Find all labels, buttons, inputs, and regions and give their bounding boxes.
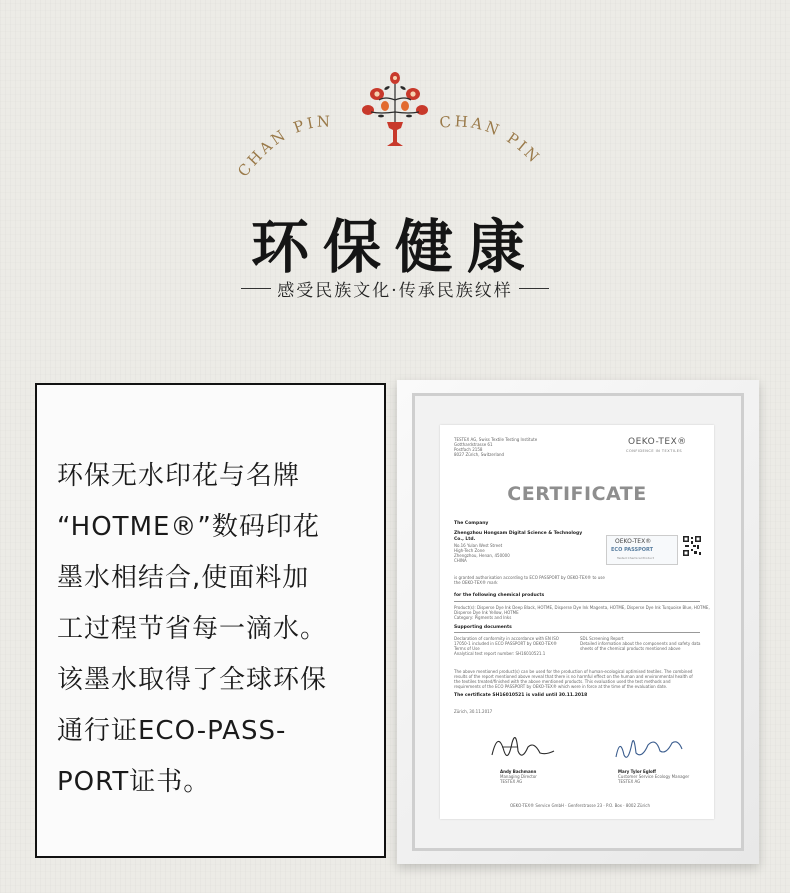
supporting-left: 17050-1 included in ECO PASSPORT by OEKO-TEX® [454, 641, 557, 646]
granted-text: the OEKO-TEX® mark [454, 580, 498, 585]
validity-statement: The certificate SH16010521 is valid until 30.11.2018 [454, 693, 588, 698]
description-line: “HOTME®”数码印花 [57, 512, 320, 542]
folk-flower-emblem [357, 70, 433, 148]
supporting-right: Detailed information about the components and safety data [580, 641, 701, 646]
description-box [35, 383, 386, 858]
place-date: Zürich, 30.11.2017 [454, 709, 493, 714]
oeko-tex-tagline: CONFIDENCE IN TEXTILES [626, 449, 683, 453]
issuer-line: TESTEX AG, Swiss Textile Testing Institute [454, 437, 538, 442]
issuer-line: 8027 Zürich, Switzerland [454, 452, 505, 457]
products-line: Disperse Dye Ink Yellow, HOTME [454, 610, 519, 615]
divider [454, 632, 700, 633]
body-text: requirements of the ECO PASSPORT by OEKO-TEX® which were in force at the time of the evaluation date. [454, 684, 668, 689]
description-line: 该墨水取得了全球环保 [57, 665, 328, 695]
granted-text: is granted authorisation according to ECO PASSPORT by OEKO-TEX® to use [454, 575, 605, 580]
description-line: 墨水相结合,使面料加 [57, 563, 310, 593]
badge-title: ECO PASSPORT [611, 547, 654, 553]
supporting-left: Analytical test report number: SH16010521.1 [454, 651, 546, 656]
supporting-heading: Supporting documents [454, 625, 512, 630]
supporting-right: SDL Screening Report [580, 636, 624, 641]
subtitle: 感受民族文化·传承民族纹样 [277, 280, 513, 301]
badge-logo: OEKO-TEX® [615, 538, 652, 545]
certificate-title: CERTIFICATE [507, 483, 647, 505]
signature-left [488, 725, 558, 767]
eco-passport-badge [606, 535, 678, 565]
description-line: PORT证书。 [57, 767, 211, 797]
description-line: 工过程节省每一滴水。 [57, 614, 328, 644]
company-line: Zhengzhou Hongsam Digital Science & Technology [454, 531, 583, 536]
products-heading: for the following chemical products [454, 593, 545, 598]
arc-text-left: CHAN PIN [234, 112, 334, 181]
description-line: 通行证ECO-PASS- [57, 716, 287, 746]
products-line: Product(s): Disperse Dye Ink Deep Black, HOTME, Disperse Dye Ink Magenta, HOTME, Disperse Dye Ink Turquoise Blue, HOTME, [454, 605, 710, 610]
badge-caption: Tested Chemical Product [617, 556, 654, 560]
company-line: No.16 Yulan West Street [454, 543, 503, 548]
subtitle-rule-left [241, 288, 271, 289]
divider [454, 601, 700, 602]
body-text: results of the report mentioned above reveal that there is no harmful effect on the human and environmental health of [454, 674, 693, 679]
signer-left-role: Managing Director [500, 774, 537, 779]
signer-right-org: TESTEX AG [618, 779, 641, 784]
supporting-left: Declaration of conformity in accordance with EN ISO [454, 636, 559, 641]
company-line: Zhengzhou, Henan, 450000 [454, 553, 510, 558]
subtitle-row [0, 276, 790, 300]
signature-right [612, 729, 686, 765]
company-label: The Company [454, 521, 489, 526]
products-line: Category: Pigments and Inks [454, 615, 512, 620]
certificate [440, 425, 714, 819]
subtitle-rule-right [519, 288, 549, 289]
body-text: The above mentioned product(s) can be used for the production of human-ecological optimised textiles. The combined [454, 669, 693, 674]
certificate-footer: OEKO-TEX® Service GmbH · Genferstrasse 23 · P.O. Box · 8002 Zürich [510, 803, 651, 808]
signer-right-name: Mary Tylor Egloff [618, 769, 656, 774]
signer-left-org: TESTEX AG [500, 779, 523, 784]
issuer-line: Gotthardstrasse 61 [454, 442, 493, 447]
company-line: Co., Ltd. [454, 537, 476, 542]
supporting-right: sheets of the chemical products mentioned above [580, 646, 681, 651]
oeko-tex-logo: OEKO-TEX® [628, 437, 687, 447]
issuer-line: Postfach 2158 [454, 447, 483, 452]
arc-text-right: CHAN PIN [438, 112, 545, 168]
signer-left-name: Andy Bachmann [500, 769, 537, 774]
company-line: CHINA [454, 558, 467, 563]
qr-code-icon [682, 535, 702, 557]
company-line: High-Tech Zone [454, 548, 485, 553]
supporting-left: Terms of Use [454, 646, 480, 651]
signer-right-role: Customer Service Ecology Manager [618, 774, 690, 779]
body-text: the textiles treated/finished with the above mentioned products. This evaluation used the test methods and [454, 679, 671, 684]
description-line: 环保无水印花与名牌 [57, 461, 301, 491]
main-title: 环保健康 [250, 213, 539, 281]
